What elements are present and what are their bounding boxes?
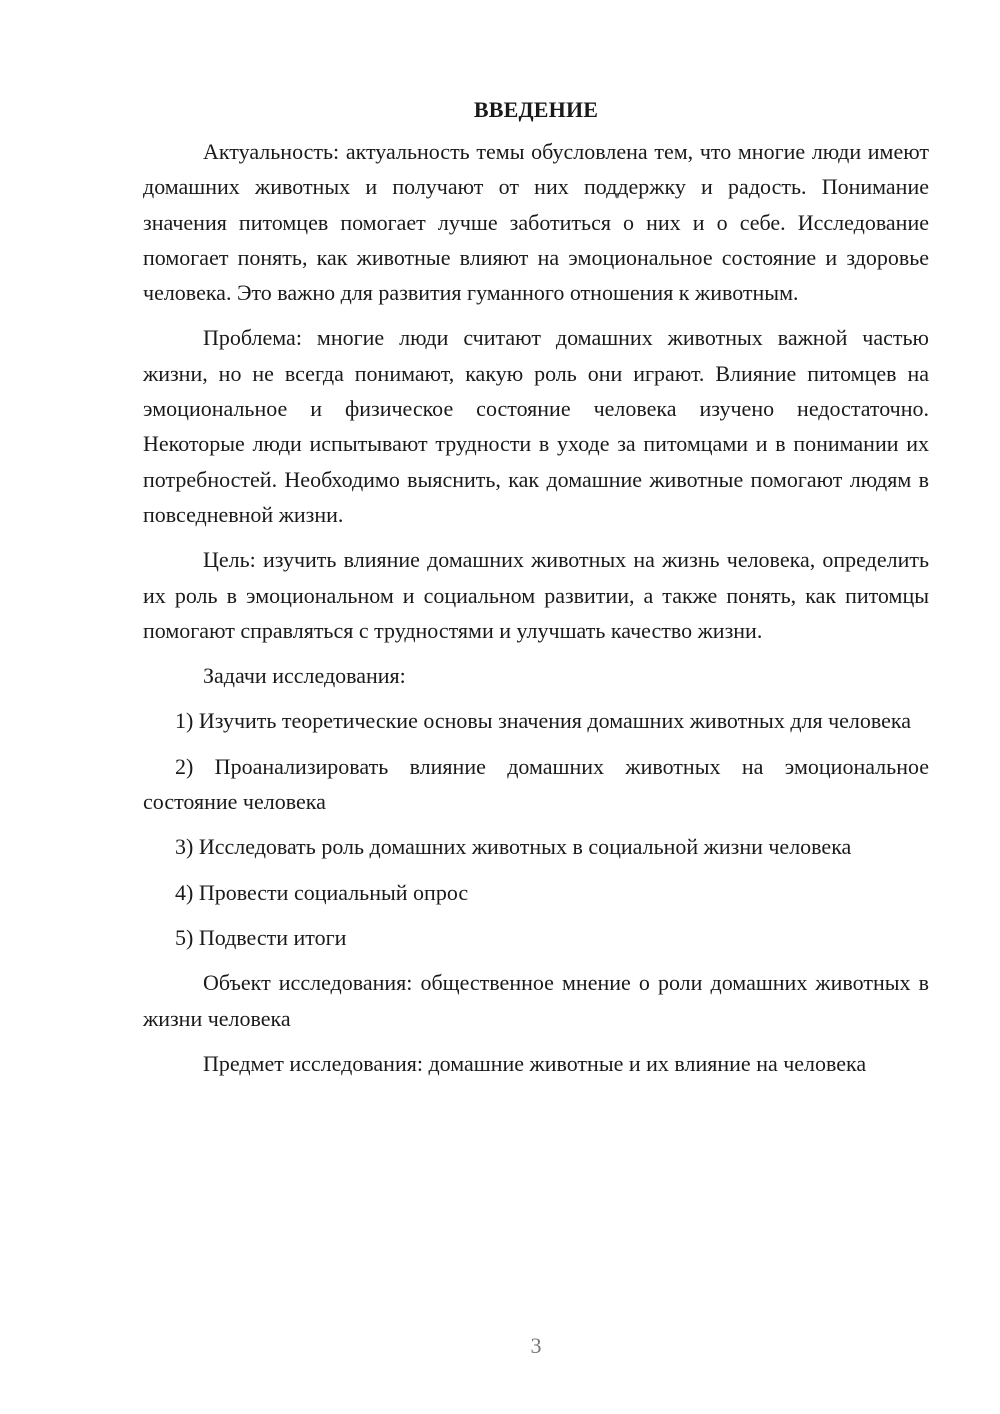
subject-paragraph: Предмет исследования: домашние животные и их влияние на человека bbox=[203, 1050, 867, 1076]
task-item-5: 5) Подвести итоги bbox=[175, 924, 347, 950]
problem-paragraph: Проблема: многие люди считают домашних животных важной частью жизни, но не всегда понимают, какую роль они играют. Влияние питомцев на эмоциональное и физическое состояние человека изучено недостаточно. Некоторые люди испытывают трудности в уходе за питомцами и в понимании их потребностей. Необходимо выяснить, как домашние животные помогают людям в повседневной жизни. bbox=[143, 325, 929, 527]
document-page bbox=[143, 92, 929, 1091]
section-title: ВВЕДЕНИЕ bbox=[473, 97, 599, 122]
task-item-4: 4) Провести социальный опрос bbox=[175, 879, 469, 905]
object-paragraph: Объект исследования: общественное мнение о роли домашних животных в жизни человека bbox=[143, 970, 929, 1031]
tasks-heading: Задачи исследования: bbox=[203, 663, 406, 689]
page-number: 3 bbox=[530, 1333, 542, 1358]
goal-paragraph: Цель: изучить влияние домашних животных на жизнь человека, определить их роль в эмоциональном и социальном развитии, а также понять, как питомцы помогают справляться с трудностями и улучшать качество жизни. bbox=[143, 547, 929, 643]
task-item-2: 2) Проанализировать влияние домашних животных на эмоциональное состояние человека bbox=[143, 753, 929, 815]
task-item-3: 3) Исследовать роль домашних животных в социальной жизни человека bbox=[175, 834, 852, 860]
relevance-paragraph: Актуальность: актуальность темы обусловлена тем, что многие люди имеют домашних животных и получают от них поддержку и радость. Понимание значения питомцев помогает лучше заботиться о них и о себе. Исследование помогает понять, как животные влияют на эмоциональное состояние и здоровье человека. Это важно для развития гуманного отношения к животным. bbox=[143, 139, 929, 306]
task-item-1: 1) Изучить теоретические основы значения домашних животных для человека bbox=[175, 708, 912, 734]
